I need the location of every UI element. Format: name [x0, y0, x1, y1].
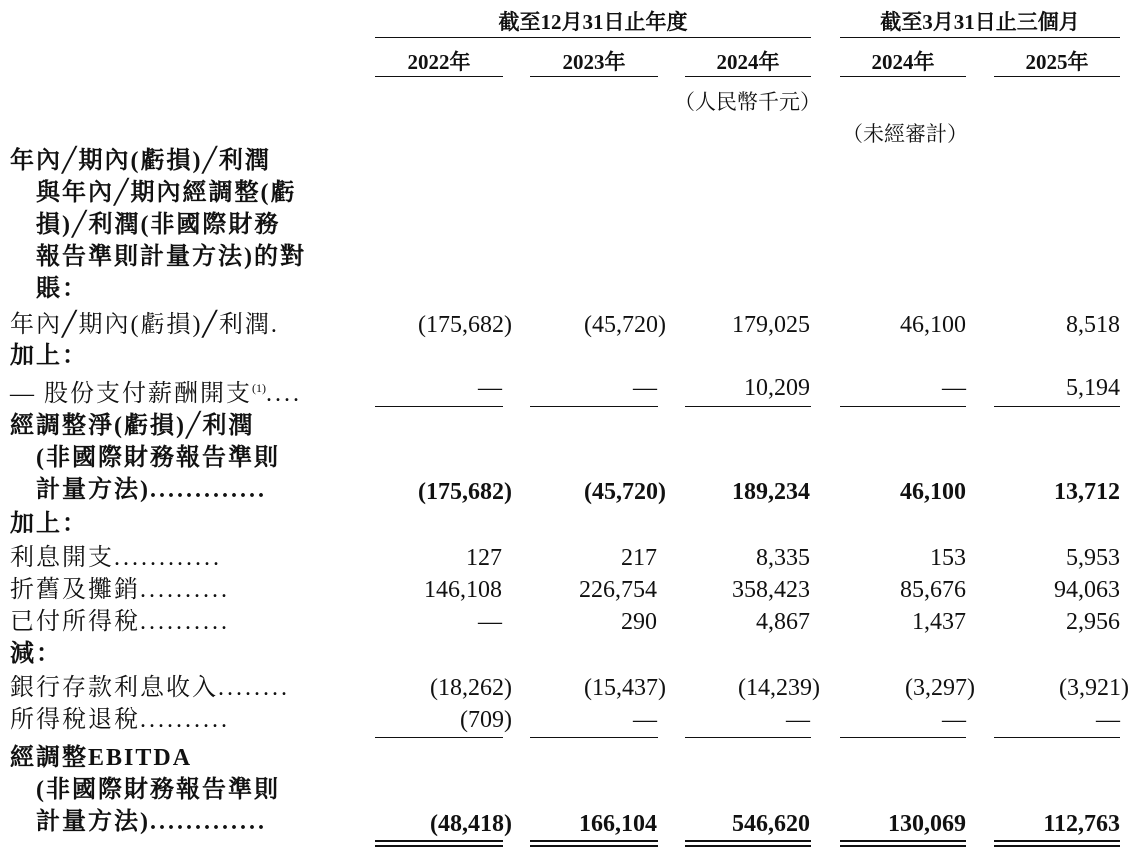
- cell: 112,763: [1043, 811, 1120, 837]
- subtotal-rule: [530, 737, 658, 738]
- cell: (709): [460, 707, 512, 733]
- reconciliation-heading: 年內╱期內(虧損)╱利潤 與年內╱期內經調整(虧 損)╱利潤(非國際財務 報告準則計量方法)的對 賬：: [10, 148, 306, 302]
- header-group-year: 截至12月31日止年度: [498, 10, 688, 34]
- cell: 94,063: [1054, 577, 1120, 603]
- header-group-quarter: 截至3月31日止三個月: [880, 10, 1080, 34]
- cell: 2,956: [1066, 609, 1120, 635]
- row-label-bank-interest-income: 銀行存款利息收入........: [10, 675, 290, 701]
- year-rule: [530, 76, 658, 77]
- row-label-interest-expense: 利息開支............: [10, 545, 222, 571]
- year-header: 2023年: [562, 50, 626, 74]
- cell: 290: [621, 609, 657, 635]
- cell: (175,682): [418, 479, 512, 505]
- cell: 8,335: [756, 545, 810, 571]
- cell: —: [942, 707, 966, 733]
- year-rule: [994, 76, 1120, 77]
- total-rule: [840, 845, 966, 847]
- cell: (45,720): [584, 479, 666, 505]
- cell: —: [942, 375, 966, 401]
- total-rule: [994, 840, 1120, 842]
- year-header: 2025年: [1025, 50, 1089, 74]
- subtotal-rule: [994, 406, 1120, 407]
- cell: (45,720): [584, 312, 666, 338]
- cell: (3,921): [1059, 675, 1129, 701]
- cell: (15,437): [584, 675, 666, 701]
- section-add-label: 加上：: [10, 511, 88, 537]
- row-label-depreciation: 折舊及攤銷..........: [10, 577, 230, 603]
- subtotal-rule: [375, 406, 503, 407]
- cell: 10,209: [744, 375, 810, 401]
- row-label-income-tax-paid: 已付所得稅..........: [10, 609, 230, 635]
- cell: (175,682): [418, 312, 512, 338]
- cell: —: [478, 375, 502, 401]
- year-rule: [840, 76, 966, 77]
- cell: 4,867: [756, 609, 810, 635]
- header-group-year-rule: [375, 37, 811, 38]
- total-rule: [530, 845, 658, 847]
- total-rule: [375, 845, 503, 847]
- unit-note: （人民幣千元）: [674, 90, 821, 114]
- total-rule: [685, 845, 811, 847]
- subtotal-rule: [994, 737, 1120, 738]
- cell: 130,069: [888, 811, 966, 837]
- year-rule: [685, 76, 811, 77]
- section-add-label: 加上：: [10, 343, 88, 369]
- subtotal-rule: [840, 737, 966, 738]
- cell: (18,262): [430, 675, 512, 701]
- cell: (48,418): [430, 811, 512, 837]
- cell: 46,100: [900, 312, 966, 338]
- row-label-adjusted-ebitda: 經調整EBITDA (非國際財務報告準則 計量方法).............: [10, 745, 280, 835]
- total-rule: [530, 840, 658, 842]
- cell: 1,437: [912, 609, 966, 635]
- row-label-profit: 年內╱期內(虧損)╱利潤.: [10, 312, 279, 338]
- subtotal-rule: [685, 406, 811, 407]
- cell: 85,676: [900, 577, 966, 603]
- header-group-quarter-rule: [840, 37, 1120, 38]
- cell: 217: [621, 545, 657, 571]
- cell: (3,297): [905, 675, 975, 701]
- row-label-tax-refund: 所得稅退稅..........: [10, 707, 230, 733]
- cell: 226,754: [579, 577, 657, 603]
- cell: 189,234: [732, 479, 810, 505]
- total-rule: [375, 840, 503, 842]
- section-less-label: 減：: [10, 641, 62, 667]
- cell: —: [786, 707, 810, 733]
- subtotal-rule: [375, 737, 503, 738]
- subtotal-rule: [530, 406, 658, 407]
- subtotal-rule: [840, 406, 966, 407]
- year-header: 2024年: [871, 50, 935, 74]
- cell: 358,423: [732, 577, 810, 603]
- cell: (14,239): [738, 675, 820, 701]
- total-rule: [840, 840, 966, 842]
- cell: 153: [930, 545, 966, 571]
- cell: 546,620: [732, 811, 810, 837]
- year-header: 2024年: [716, 50, 780, 74]
- row-label-share-comp: — 股份支付薪酬開支$^{(1)}$....: [10, 381, 302, 407]
- subtotal-rule: [685, 737, 811, 738]
- total-rule: [994, 845, 1120, 847]
- cell: 5,953: [1066, 545, 1120, 571]
- unaudited-note: （未經審計）: [842, 122, 968, 146]
- cell: —: [633, 707, 657, 733]
- cell: 13,712: [1054, 479, 1120, 505]
- year-rule: [375, 76, 503, 77]
- total-rule: [685, 840, 811, 842]
- cell: 179,025: [732, 312, 810, 338]
- cell: —: [478, 609, 502, 635]
- cell: 127: [466, 545, 502, 571]
- cell: —: [1096, 707, 1120, 733]
- cell: 8,518: [1066, 312, 1120, 338]
- row-label-adjusted-net: 經調整淨(虧損)╱利潤 (非國際財務報告準則 計量方法).............: [10, 413, 280, 503]
- cell: 5,194: [1066, 375, 1120, 401]
- year-header: 2022年: [407, 50, 471, 74]
- cell: —: [633, 375, 657, 401]
- cell: 146,108: [424, 577, 502, 603]
- cell: 46,100: [900, 479, 966, 505]
- cell: 166,104: [579, 811, 657, 837]
